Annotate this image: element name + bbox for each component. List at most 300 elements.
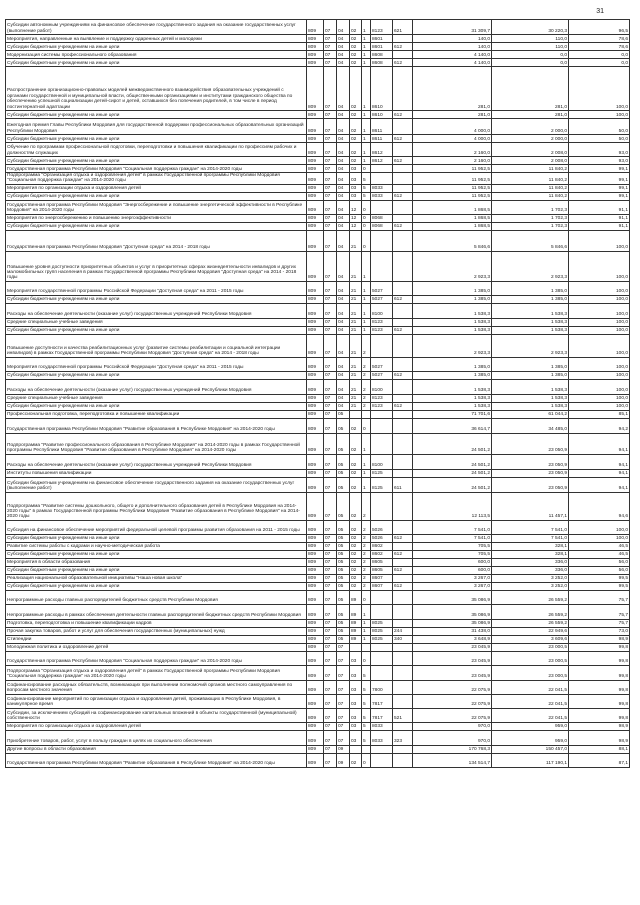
row-name: Субсидии бюджетным учреждениям на иные цели (6, 111, 307, 119)
table-row (6, 619, 630, 627)
table-row (6, 753, 630, 767)
row-section: 07 (324, 590, 337, 604)
table-row (6, 51, 630, 59)
row-section: 07 (324, 604, 337, 619)
row-grbs: 809 (307, 357, 324, 371)
row-grbs: 809 (307, 433, 324, 454)
row-planned: 24 501,2 (413, 477, 492, 492)
table-row (6, 542, 630, 550)
table-row (6, 165, 630, 173)
row-section: 07 (324, 214, 337, 222)
row-direction (371, 433, 393, 454)
row-direction: 7817 (371, 708, 393, 722)
row-direction: 8033 (371, 184, 393, 192)
row-direction (371, 590, 393, 604)
row-executed: 26 559,2 (492, 590, 569, 604)
row-grbs: 809 (307, 230, 324, 251)
page-number: 31 (596, 8, 604, 15)
row-name: Субсидии бюджетным учреждениям на иные цели (6, 550, 307, 558)
row-subsection: 04 (337, 222, 350, 230)
row-percent: 100,0 (569, 67, 630, 111)
table-row (6, 680, 630, 694)
row-expense-type (393, 303, 413, 318)
row-expense-type: 612 (393, 59, 413, 67)
row-program: 21 (350, 230, 362, 251)
row-executed: 1 702,3 (492, 200, 569, 214)
row-name: Мероприятия государственной программы Российской Федерации "Доступная среда" на 2011 - 2015 годы (6, 357, 307, 371)
row-name: Приобретение товаров, работ, услуг в пользу граждан в целях их социального обеспечения (6, 730, 307, 745)
row-executed: 336,0 (492, 566, 569, 574)
row-subprogram: 5 (362, 722, 371, 730)
table-row (6, 604, 630, 619)
row-name: Расходы на обеспечение деятельности (оказание услуг) государственных учреждений Республики Мордовия (6, 379, 307, 394)
row-executed: 2 000,0 (492, 119, 569, 135)
row-section: 07 (324, 67, 337, 111)
row-program: 03 (350, 722, 362, 730)
table-row (6, 135, 630, 143)
row-executed: 110,0 (492, 35, 569, 43)
row-subsection: 04 (337, 230, 350, 251)
row-percent: 99,8 (569, 643, 630, 651)
row-percent: 91,1 (569, 222, 630, 230)
row-grbs: 809 (307, 627, 324, 635)
row-grbs: 809 (307, 566, 324, 574)
table-row (6, 418, 630, 433)
row-grbs: 809 (307, 534, 324, 542)
row-subsection: 04 (337, 334, 350, 357)
row-executed: 11 840,2 (492, 165, 569, 173)
row-grbs: 809 (307, 635, 324, 643)
row-subprogram: 1 (362, 59, 371, 67)
row-percent: 75,7 (569, 604, 630, 619)
row-percent: 78,6 (569, 43, 630, 51)
table-row (6, 566, 630, 574)
row-planned: 134 514,7 (413, 753, 492, 767)
row-percent: 99,1 (569, 165, 630, 173)
row-subsection: 04 (337, 326, 350, 334)
row-grbs: 809 (307, 43, 324, 51)
row-direction (371, 665, 393, 680)
row-grbs: 809 (307, 520, 324, 534)
row-executed: 2 923,3 (492, 334, 569, 357)
row-program: 02 (350, 534, 362, 542)
row-direction: 5027 (371, 371, 393, 379)
row-section: 07 (324, 318, 337, 326)
row-grbs: 809 (307, 680, 324, 694)
row-executed: 281,0 (492, 67, 569, 111)
row-section: 07 (324, 43, 337, 51)
row-expense-type (393, 251, 413, 281)
row-direction: 8605 (371, 566, 393, 574)
row-executed: 1 538,3 (492, 402, 569, 410)
row-section: 07 (324, 694, 337, 708)
row-program: 02 (350, 454, 362, 469)
row-percent: 94,2 (569, 418, 630, 433)
row-planned: 1 538,3 (413, 394, 492, 402)
table-row (6, 200, 630, 214)
row-planned: 705,5 (413, 542, 492, 550)
row-grbs: 809 (307, 550, 324, 558)
row-name: Профессиональная подготовка, переподготовка и повышение квалификации (6, 410, 307, 418)
row-executed: 1 538,3 (492, 379, 569, 394)
row-direction: 8612 (371, 143, 393, 157)
row-expense-type: 612 (393, 135, 413, 143)
row-expense-type (393, 165, 413, 173)
row-program: 02 (350, 35, 362, 43)
row-percent: 93,0 (569, 157, 630, 165)
row-executed: 22 041,5 (492, 708, 569, 722)
row-section: 07 (324, 558, 337, 566)
row-planned: 600,0 (413, 558, 492, 566)
row-expense-type: 612 (393, 550, 413, 558)
row-subprogram: 2 (362, 574, 371, 582)
row-subprogram: 1 (362, 35, 371, 43)
row-grbs: 809 (307, 418, 324, 433)
row-planned: 31 438,0 (413, 627, 492, 635)
row-name: Прочая закупка товаров, работ и услуг для обеспечения государственных (муниципальных) нужд (6, 627, 307, 635)
row-subsection: 04 (337, 303, 350, 318)
row-direction: 8123 (371, 20, 393, 35)
table-row (6, 357, 630, 371)
row-expense-type (393, 67, 413, 111)
row-grbs: 809 (307, 410, 324, 418)
row-executed: 1 702,3 (492, 222, 569, 230)
row-direction: 8100 (371, 303, 393, 318)
row-percent: 100,0 (569, 334, 630, 357)
row-section: 07 (324, 433, 337, 454)
row-subsection: 05 (337, 534, 350, 542)
row-program: 02 (350, 550, 362, 558)
row-name: Субсидия на финансовое обеспечение мероприятий федеральной целевой программы развития образования на 2011 - 2015 годы (6, 520, 307, 534)
row-planned: 1 385,0 (413, 281, 492, 295)
row-percent: 50,0 (569, 119, 630, 135)
row-executed: 281,0 (492, 111, 569, 119)
row-program: 02 (350, 111, 362, 119)
row-expense-type (393, 520, 413, 534)
row-program: 12 (350, 222, 362, 230)
row-subprogram: 1 (362, 157, 371, 165)
row-direction: 8033 (371, 722, 393, 730)
row-expense-type (393, 334, 413, 357)
row-grbs: 809 (307, 745, 324, 753)
row-executed: 22 041,5 (492, 680, 569, 694)
row-percent: 100,0 (569, 251, 630, 281)
table-row (6, 111, 630, 119)
row-name: Расходы на обеспечение деятельности (оказание услуг) государственных учреждений Республики Мордовия (6, 454, 307, 469)
row-planned: 2 160,0 (413, 143, 492, 157)
row-grbs: 809 (307, 67, 324, 111)
row-planned: 1 538,3 (413, 303, 492, 318)
row-grbs: 809 (307, 379, 324, 394)
row-section: 07 (324, 574, 337, 582)
row-program: 12 (350, 214, 362, 222)
row-section: 07 (324, 303, 337, 318)
row-section: 07 (324, 173, 337, 185)
row-direction (371, 418, 393, 433)
row-program: 21 (350, 357, 362, 371)
table-row (6, 582, 630, 590)
row-program: 21 (350, 334, 362, 357)
row-direction: 8608 (371, 59, 393, 67)
row-direction (371, 200, 393, 214)
row-subsection: 07 (337, 694, 350, 708)
row-percent: 85,1 (569, 410, 630, 418)
table-row (6, 230, 630, 251)
row-expense-type: 521 (393, 708, 413, 722)
row-executed: 328,1 (492, 542, 569, 550)
row-name: Субсидии бюджетным учреждениям на иные цели (6, 59, 307, 67)
row-planned: 5 846,6 (413, 230, 492, 251)
row-subsection: 04 (337, 135, 350, 143)
row-expense-type: 612 (393, 111, 413, 119)
row-subsection: 04 (337, 371, 350, 379)
row-subsection: 05 (337, 590, 350, 604)
row-subprogram: 0 (362, 651, 371, 665)
row-section: 07 (324, 753, 337, 767)
table-row (6, 722, 630, 730)
row-subsection: 04 (337, 281, 350, 295)
row-name: Институты повышения квалификации (6, 469, 307, 477)
row-subprogram: 0 (362, 222, 371, 230)
row-subsection: 04 (337, 318, 350, 326)
table-row (6, 222, 630, 230)
row-planned: 24 501,2 (413, 469, 492, 477)
row-percent: 94,1 (569, 477, 630, 492)
row-subprogram: 0 (362, 590, 371, 604)
row-section: 07 (324, 534, 337, 542)
row-program: 02 (350, 558, 362, 566)
row-expense-type (393, 410, 413, 418)
row-program: 21 (350, 402, 362, 410)
row-executed: 11 840,2 (492, 192, 569, 200)
table-row (6, 708, 630, 722)
row-percent: 96,5 (569, 20, 630, 35)
row-percent: 87,1 (569, 753, 630, 767)
row-name: Непрограммные расходы главных распорядителей бюджетных средств Республики Мордовия (6, 590, 307, 604)
row-grbs: 809 (307, 665, 324, 680)
row-subprogram: 0 (362, 214, 371, 222)
row-name: Государственная программа Республики Мордовия "Социальная поддержка граждан" на 2014-2020 годы (6, 651, 307, 665)
row-planned: 1 385,0 (413, 295, 492, 303)
row-section: 07 (324, 326, 337, 334)
row-section: 07 (324, 200, 337, 214)
row-percent: 91,1 (569, 200, 630, 214)
row-direction: 8607 (371, 574, 393, 582)
row-direction: 8100 (371, 454, 393, 469)
row-program: 02 (350, 51, 362, 59)
row-program: 89 (350, 627, 362, 635)
table-row (6, 492, 630, 520)
row-percent: 100,0 (569, 534, 630, 542)
row-planned: 1 385,0 (413, 357, 492, 371)
row-section: 07 (324, 520, 337, 534)
row-direction (371, 745, 393, 753)
row-subprogram: 5 (362, 173, 371, 185)
row-section: 07 (324, 371, 337, 379)
row-percent: 75,7 (569, 590, 630, 604)
row-program: 02 (350, 157, 362, 165)
table-row (6, 454, 630, 469)
row-planned: 35 086,9 (413, 619, 492, 627)
row-executed: 1 538,3 (492, 394, 569, 402)
row-program: 21 (350, 379, 362, 394)
row-name: Государственная программа Республики Мордовия "Социальная поддержка граждан" на 2014-2020 годы (6, 165, 307, 173)
row-expense-type: 611 (393, 477, 413, 492)
row-grbs: 809 (307, 708, 324, 722)
row-grbs: 809 (307, 402, 324, 410)
row-direction: 5026 (371, 534, 393, 542)
row-direction: 5027 (371, 357, 393, 371)
row-section: 07 (324, 281, 337, 295)
row-subsection: 05 (337, 582, 350, 590)
row-expense-type (393, 230, 413, 251)
row-planned: 24 501,2 (413, 454, 492, 469)
row-percent: 100,0 (569, 394, 630, 402)
row-subprogram: 1 (362, 143, 371, 157)
row-program: 21 (350, 371, 362, 379)
row-program: 02 (350, 469, 362, 477)
row-direction: 8123 (371, 318, 393, 326)
row-expense-type (393, 604, 413, 619)
table-row (6, 410, 630, 418)
row-subprogram: 1 (362, 469, 371, 477)
row-executed: 5 846,6 (492, 230, 569, 251)
row-planned: 11 952,5 (413, 192, 492, 200)
row-subsection: 05 (337, 635, 350, 643)
row-percent: 100,0 (569, 402, 630, 410)
row-subsection: 04 (337, 20, 350, 35)
row-direction: 8125 (371, 469, 393, 477)
row-program: 02 (350, 43, 362, 51)
row-direction (371, 251, 393, 281)
row-expense-type (393, 542, 413, 550)
row-expense-type (393, 665, 413, 680)
row-program: 02 (350, 566, 362, 574)
row-subsection: 07 (337, 651, 350, 665)
row-subsection: 05 (337, 550, 350, 558)
row-subprogram: 1 (362, 43, 371, 51)
row-percent: 50,0 (569, 135, 630, 143)
row-executed: 23 000,5 (492, 643, 569, 651)
row-subsection: 04 (337, 200, 350, 214)
row-executed: 30 220,3 (492, 20, 569, 35)
row-subsection: 07 (337, 722, 350, 730)
table-row (6, 651, 630, 665)
table-row (6, 665, 630, 680)
row-subprogram: 5 (362, 730, 371, 745)
row-executed: 150 457,0 (492, 745, 569, 753)
row-subprogram: 5 (362, 184, 371, 192)
row-program: 02 (350, 143, 362, 157)
row-planned: 22 075,9 (413, 694, 492, 708)
row-section: 07 (324, 379, 337, 394)
row-grbs: 809 (307, 694, 324, 708)
row-program: 03 (350, 708, 362, 722)
row-executed: 23 050,9 (492, 469, 569, 477)
row-name: Средние специальные учебные заведения (6, 394, 307, 402)
row-planned: 3 267,0 (413, 574, 492, 582)
row-planned: 1 868,5 (413, 222, 492, 230)
row-expense-type: 612 (393, 222, 413, 230)
row-name: Подпрограмма "Организация отдыха и оздоровления детей" в рамках Государственной программы Республики Мордовия "Социальная поддержка граждан" на 2014-2020 годы (6, 173, 307, 185)
row-percent: 78,6 (569, 35, 630, 43)
row-planned: 1 538,3 (413, 379, 492, 394)
table-row (6, 20, 630, 35)
row-direction (371, 643, 393, 651)
row-subprogram: 1 (362, 119, 371, 135)
row-expense-type (393, 143, 413, 157)
row-name: Подготовка, переподготовка и повышение квалификации кадров (6, 619, 307, 627)
table-row (6, 35, 630, 43)
row-program: 21 (350, 281, 362, 295)
row-expense-type: 612 (393, 566, 413, 574)
row-section: 07 (324, 492, 337, 520)
row-section: 07 (324, 334, 337, 357)
row-program: 03 (350, 192, 362, 200)
row-name: Субсидии бюджетным учреждениям на финансовое обеспечение государственного задания на оказание государственных услуг (выполнение работ) (6, 477, 307, 492)
row-executed: 7 541,0 (492, 520, 569, 534)
row-direction (371, 334, 393, 357)
table-row (6, 590, 630, 604)
row-percent: 56,0 (569, 566, 630, 574)
row-section: 07 (324, 394, 337, 402)
row-expense-type (393, 558, 413, 566)
row-percent: 99,1 (569, 184, 630, 192)
row-grbs: 809 (307, 184, 324, 192)
row-percent: 99,5 (569, 582, 630, 590)
row-expense-type (393, 753, 413, 767)
row-section: 07 (324, 410, 337, 418)
row-percent: 99,1 (569, 192, 630, 200)
row-subprogram: 1 (362, 20, 371, 35)
row-direction: 8602 (371, 550, 393, 558)
row-planned: 1 538,3 (413, 402, 492, 410)
row-program: 03 (350, 173, 362, 185)
row-name: Подпрограмма "Развитие системы дошкольного, общего и дополнительного образования детей в Республике Мордовия на 2014-2020 годы" в рамках Государственной программы Республики Мордовия "Развитие образования в Республике Мордовия" на 2014-2020 годы (6, 492, 307, 520)
row-executed: 1 538,3 (492, 318, 569, 326)
row-expense-type (393, 35, 413, 43)
row-grbs: 809 (307, 119, 324, 135)
row-subprogram: 5 (362, 694, 371, 708)
row-expense-type: 612 (393, 326, 413, 334)
row-subsection: 04 (337, 184, 350, 192)
row-planned: 22 075,9 (413, 680, 492, 694)
row-percent: 100,0 (569, 281, 630, 295)
row-direction: 8607 (371, 582, 393, 590)
row-grbs: 809 (307, 542, 324, 550)
row-percent: 99,8 (569, 694, 630, 708)
table-row (6, 558, 630, 566)
row-section: 07 (324, 119, 337, 135)
row-program: 21 (350, 251, 362, 281)
row-direction: 8611 (371, 119, 393, 135)
row-direction: 5026 (371, 520, 393, 534)
row-direction: 8610 (371, 111, 393, 119)
row-subprogram: 0 (362, 230, 371, 251)
row-planned: 3 267,0 (413, 582, 492, 590)
row-direction: 8601 (371, 43, 393, 51)
row-grbs: 809 (307, 214, 324, 222)
row-direction: 8601 (371, 35, 393, 43)
row-expense-type: 621 (393, 20, 413, 35)
row-subprogram: 0 (362, 165, 371, 173)
row-direction (371, 230, 393, 251)
row-executed: 2 000,0 (492, 135, 569, 143)
row-percent: 99,1 (569, 173, 630, 185)
row-name: Государственная программа Республики Мордовия "Энергосбережение и повышение энергетической эффективности в Республике Мордовия" на 2014-2020 годы (6, 200, 307, 214)
row-planned: 1 538,3 (413, 318, 492, 326)
row-executed: 1 538,3 (492, 303, 569, 318)
